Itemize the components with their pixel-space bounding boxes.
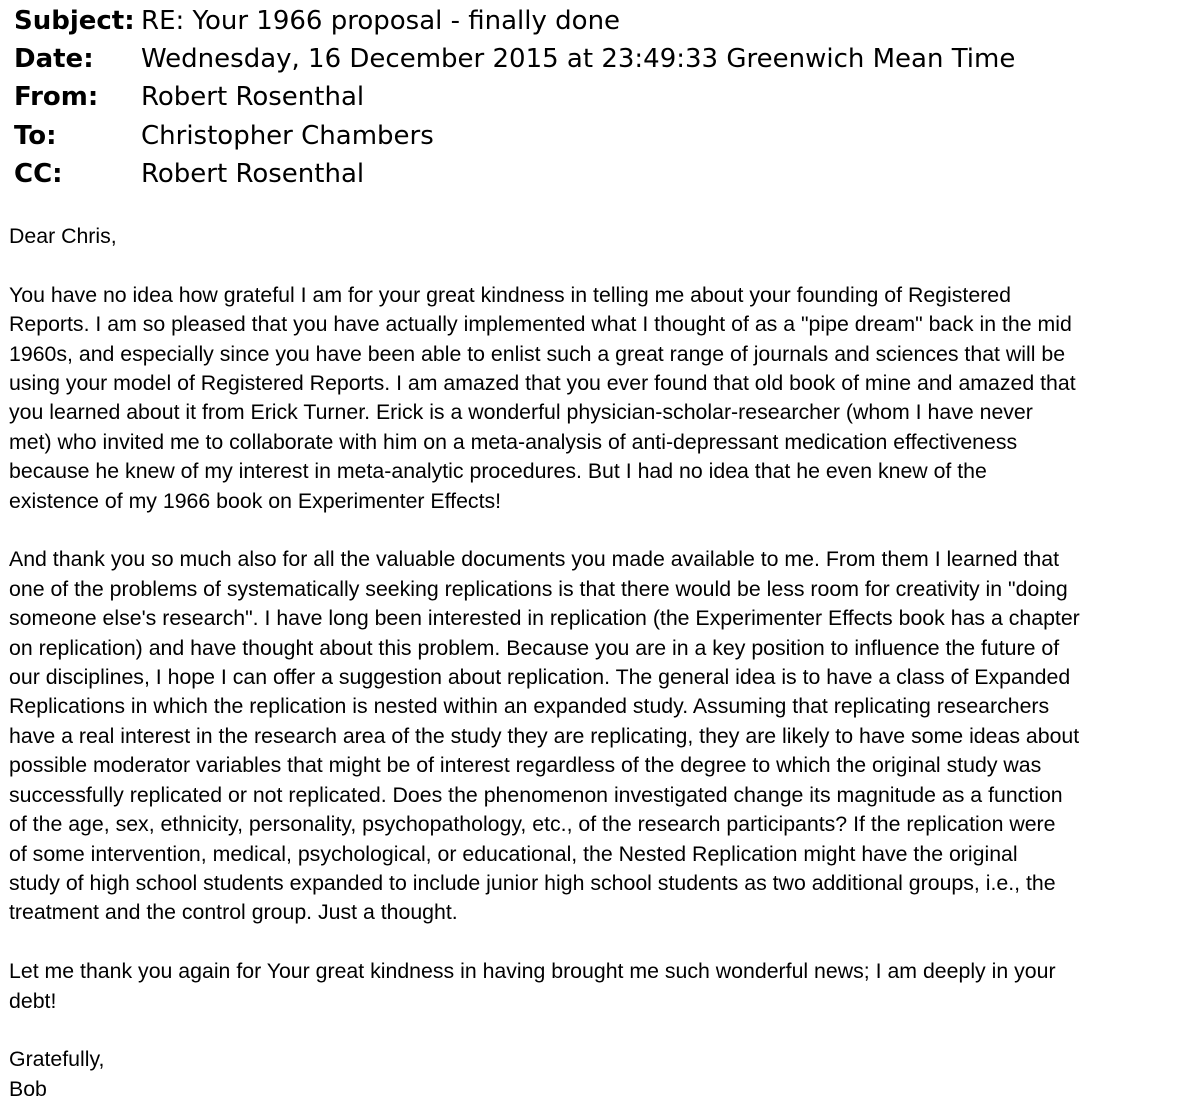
to-value: Christopher Chambers (141, 120, 434, 151)
from-value: Robert Rosenthal (141, 82, 365, 113)
to-row (14, 117, 1194, 155)
date-row (14, 40, 1194, 78)
signoff: Gratefully, Bob (9, 1047, 105, 1101)
greeting: Dear Chris, (9, 224, 117, 248)
subject-row (14, 2, 1194, 40)
cc-label: CC: (14, 158, 63, 189)
subject-label: Subject: (14, 6, 135, 36)
from-row (14, 78, 1194, 116)
to-label: To: (14, 120, 57, 151)
from-label: From: (14, 82, 99, 113)
cc-value: Robert Rosenthal (141, 158, 365, 189)
email-header (14, 2, 1194, 193)
date-value: Wednesday, 16 December 2015 at 23:49:33 Greenwich Mean Time (141, 44, 1016, 75)
date-label: Date: (14, 44, 94, 75)
cc-row (14, 155, 1194, 193)
email-body (9, 222, 1194, 1104)
subject-value: RE: Your 1966 proposal - finally done (141, 6, 621, 36)
paragraph-2: And thank you so much also for all the valuable documents you made available to me. From them I learned that one of the problems of systematically seeking replications is that there would be less room for creativity in "doing someone else's research". I have long been interested in replication (the Experimenter Effects book has a chapter on replication) and have thought about this problem. Because you are in a key position to influence the future of our disciplines, I hope I can offer a suggestion about replication. The general idea is to have a class of Expanded Replications in which the replication is nested within an expanded study. Assuming that replicating researchers have a real interest in the research area of the study they are replicating, they are likely to have some ideas about possible moderator variables that might be of interest regardless of the degree to which the original study was successfully replicated or not replicated. Does the phenomenon investigated change its magnitude as a function of the age, sex, ethnicity, personality, psychopathology, etc., of the research participants? If the replication were of some intervention, medical, psychological, or educational, the Nested Replication might have the original study of high school students expanded to include junior high school students as two additional groups, i.e., the treatment and the control group. Just a thought. (9, 547, 1080, 925)
paragraph-3: Let me thank you again for Your great kindness in having brought me such wonderful news; I am deeply in your debt! (9, 959, 1056, 1013)
paragraph-1: You have no idea how grateful I am for your great kindness in telling me about your founding of Registered Reports. I am so pleased that you have actually implemented what I thought of as a "pipe dream" back in the mid 1960s, and especially since you have been able to enlist such a great range of journals and sciences that will be using your model of Registered Reports. I am amazed that you ever found that old book of mine and amazed that you learned about it from Erick Turner. Erick is a wonderful physician-scholar-researcher (whom I have never met) who invited me to collaborate with him on a meta-analysis of anti-depressant medication effectiveness because he knew of my interest in meta-analytic procedures. But I had no idea that he even knew of the existence of my 1966 book on Experimenter Effects! (9, 282, 1076, 513)
